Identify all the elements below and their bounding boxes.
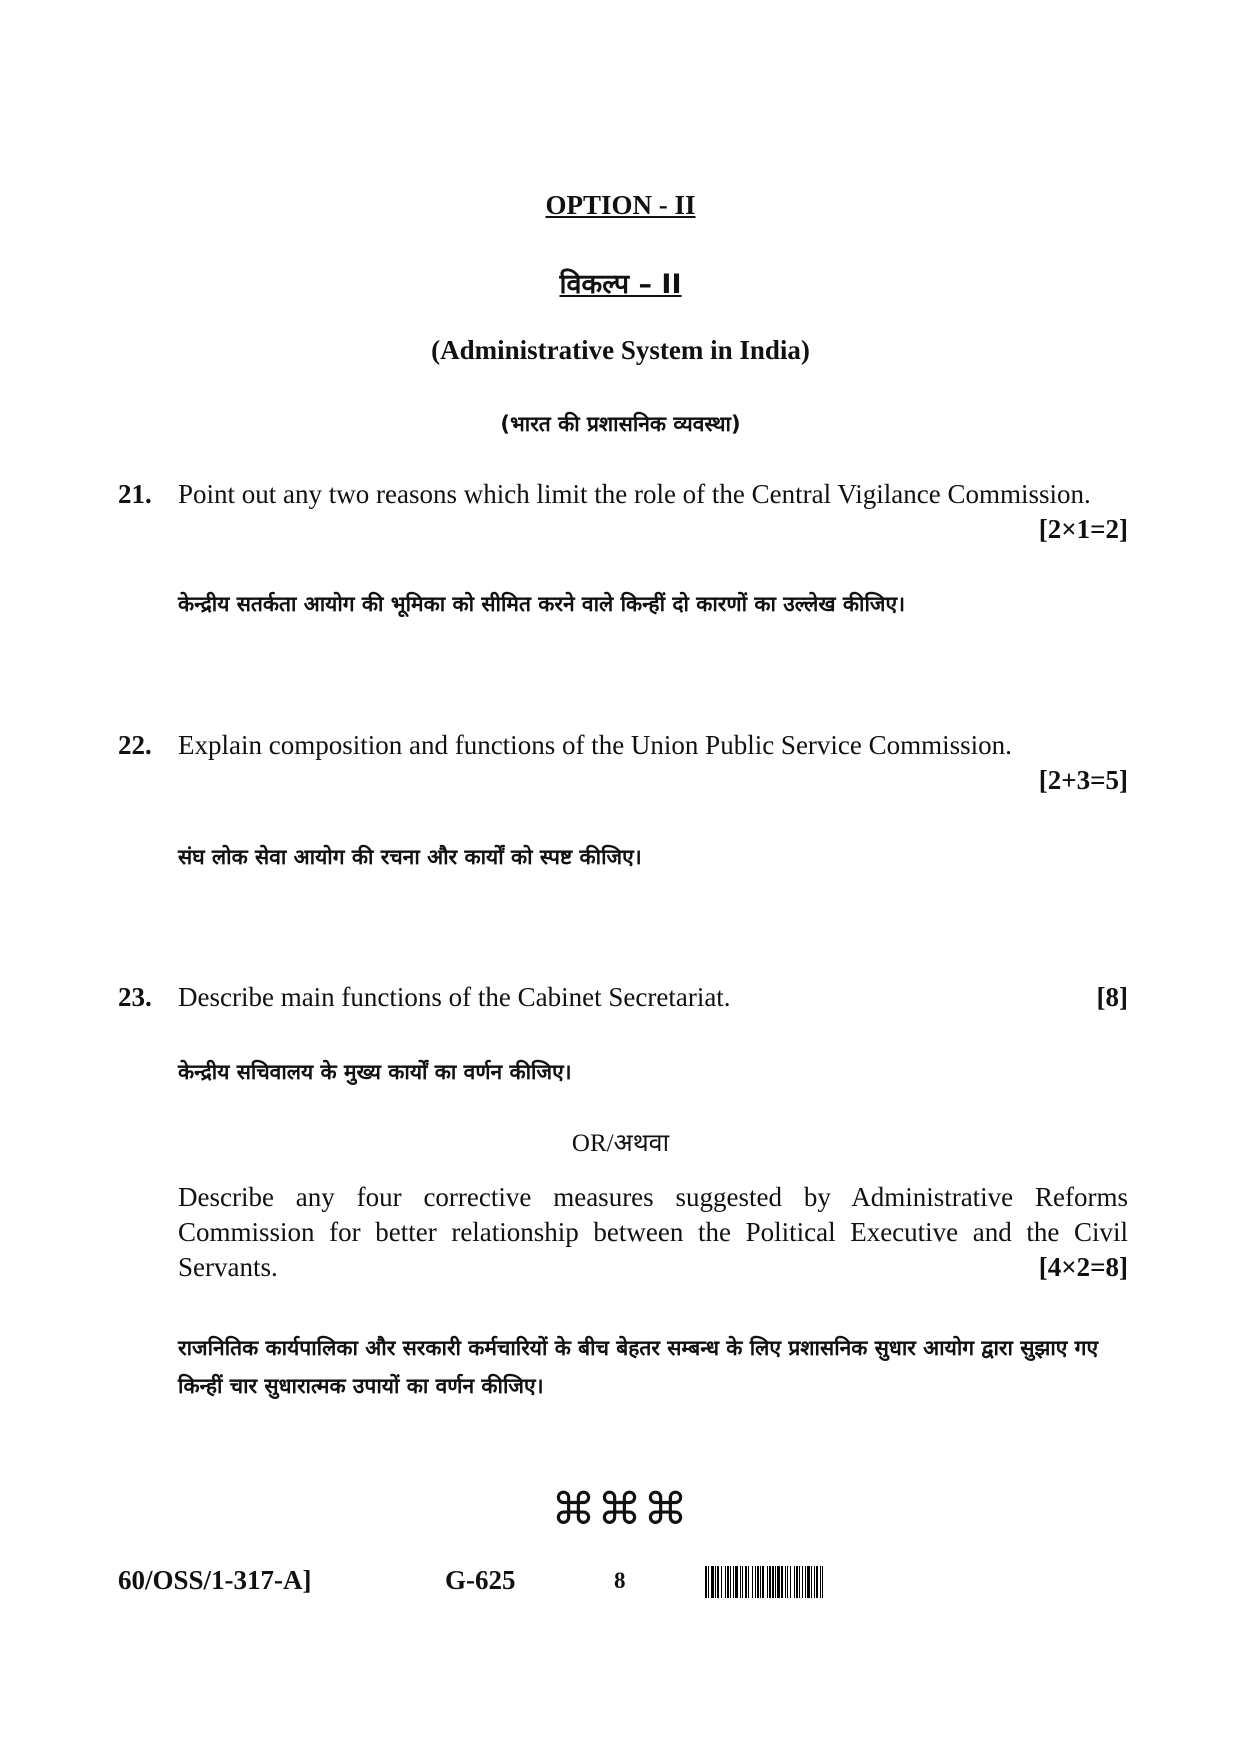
end-of-paper-symbol: ⌘⌘⌘ — [551, 1484, 690, 1535]
question-marks: [8] — [1096, 982, 1128, 1012]
question-number: 21. — [118, 479, 152, 509]
question-23-alternative-hindi: राजनितिक कार्यपालिका और सरकारी कर्मचारियों के बीच बेहतर सम्बन्ध के लिए प्रशासनिक सुधार आयोग द्वारा सुझाए गए किन्हीं चार सुधारात्मक उपायों का वर्णन कीजिए। — [178, 1336, 1099, 1398]
question-22 — [118, 728, 1128, 798]
barcode-icon — [705, 1566, 977, 1598]
question-21 — [118, 477, 1128, 547]
question-23 — [118, 980, 1128, 1015]
question-23-alternative — [118, 1180, 1128, 1285]
subject-title-hindi: (भारत की प्रशासनिक व्यवस्था) — [500, 412, 741, 436]
paper-code: 60/OSS/1-317-A] — [118, 1565, 312, 1595]
question-number: 22. — [118, 730, 152, 760]
question-22-hindi: संघ लोक सेवा आयोग की रचना और कार्यों को स्पष्ट कीजिए। — [178, 845, 642, 869]
page-number: 8 — [614, 1568, 626, 1593]
option-title: OPTION - II — [545, 190, 696, 220]
question-23-hindi: केन्द्रीय सचिवालय के मुख्य कार्यों का वर्णन कीजिए। — [178, 1060, 572, 1084]
question-marks: [2×1=2] — [1038, 514, 1128, 544]
series-code: G-625 — [445, 1565, 516, 1595]
question-text: Point out any two reasons which limit the role of the Central Vigilance Commission. — [178, 479, 1091, 509]
question-marks: [2+3=5] — [1038, 765, 1128, 795]
question-text: Describe any four corrective measures suggested by Administrative Reforms Commission for better relationship between the Political Executive and the Civil Servants. — [178, 1182, 1128, 1282]
question-marks: [4×2=8] — [1038, 1252, 1128, 1282]
question-number: 23. — [118, 982, 152, 1012]
question-text: Explain composition and functions of the Union Public Service Commission. — [178, 730, 1012, 760]
question-21-hindi: केन्द्रीय सतर्कता आयोग की भूमिका को सीमित करने वाले किन्हीं दो कारणों का उल्लेख कीजिए। — [178, 592, 906, 616]
subject-title: (Administrative System in India) — [431, 335, 810, 365]
question-text: Describe main functions of the Cabinet Secretariat. — [178, 982, 731, 1012]
or-separator: OR/अथवा — [571, 1130, 670, 1157]
option-title-hindi: विकल्प – II — [559, 269, 682, 300]
